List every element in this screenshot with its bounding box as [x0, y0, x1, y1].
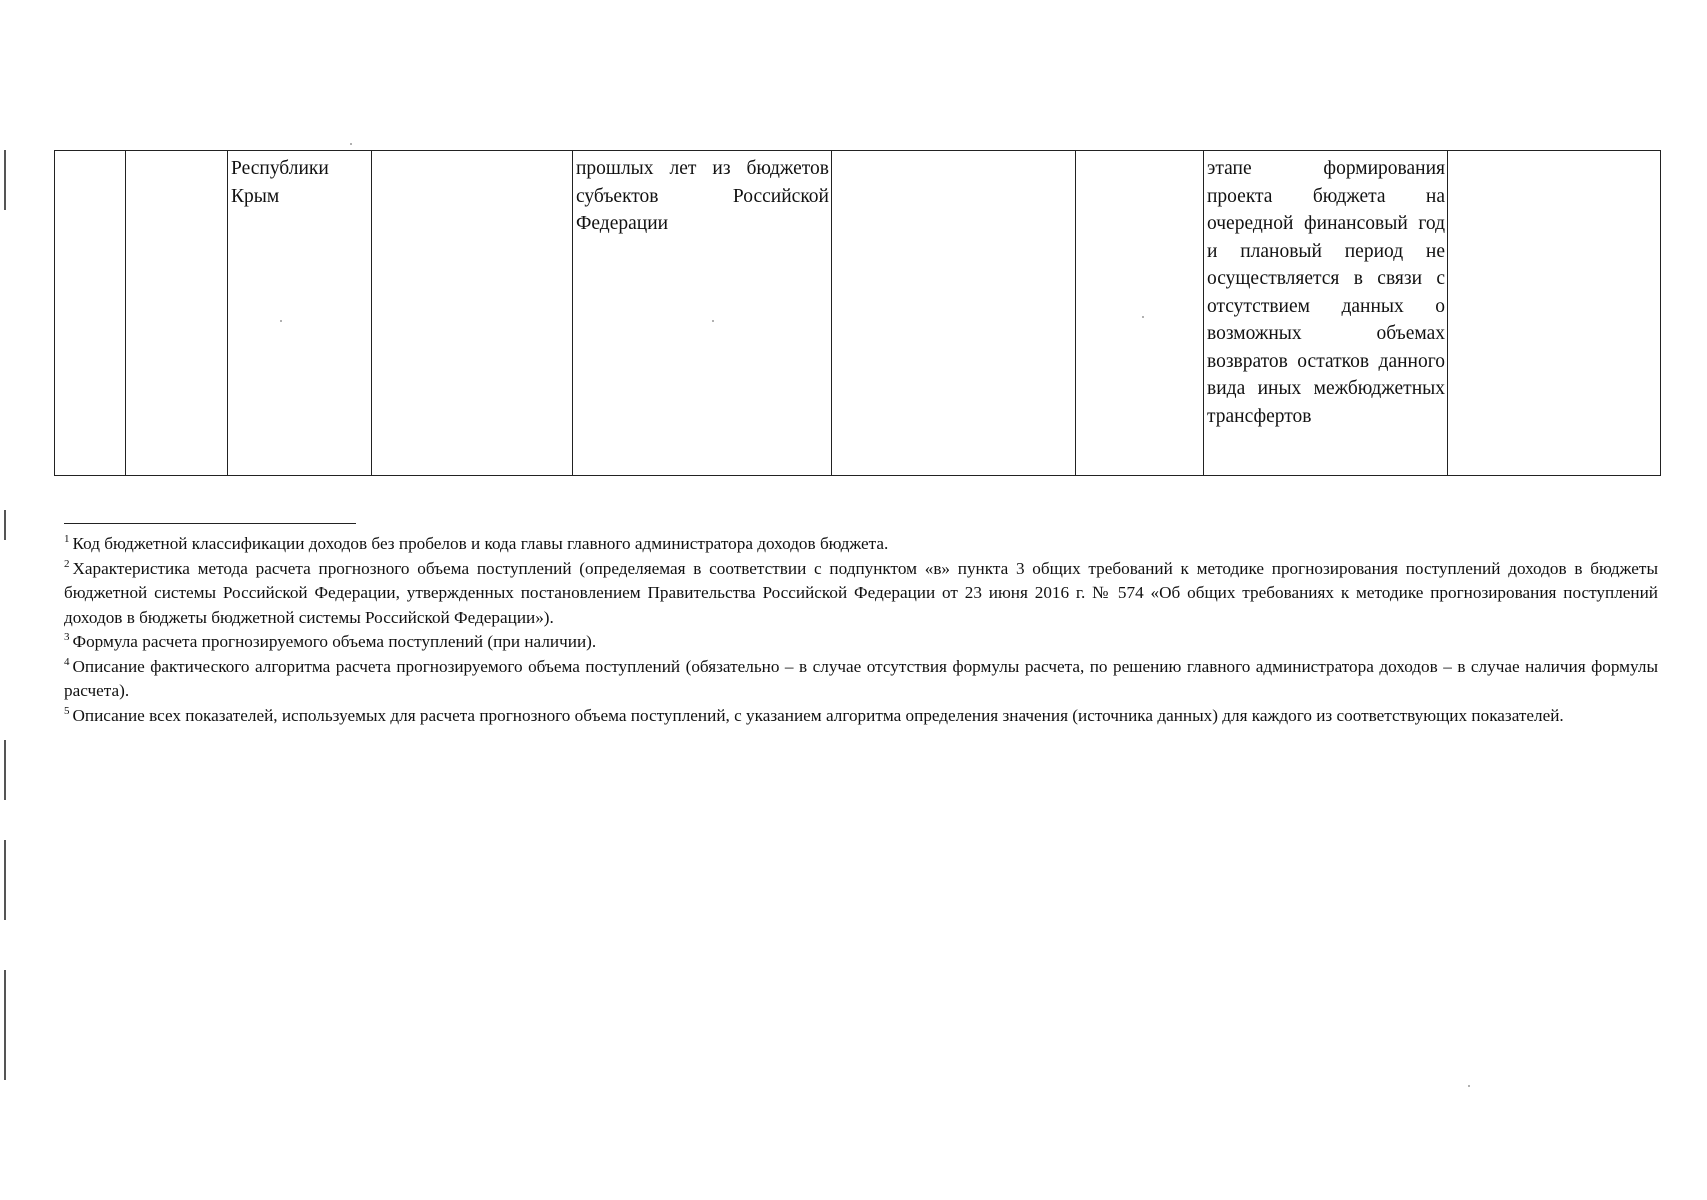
data-table-fragment [54, 150, 1661, 476]
table-cell [1448, 151, 1661, 476]
footnote-text: Формула расчета прогнозируемого объема поступлений (при наличии). [72, 632, 597, 651]
table-cell [832, 151, 1076, 476]
footnote-marker: 4 [64, 655, 70, 668]
footnote-2 [64, 557, 1658, 631]
footnote-marker: 2 [64, 557, 70, 570]
scan-edge-line [4, 510, 6, 540]
footnotes [64, 532, 1658, 728]
footnote-5 [64, 704, 1658, 729]
footnote-marker: 3 [64, 631, 70, 644]
scan-edge-line [4, 970, 6, 1080]
footnote-text: Код бюджетной классификации доходов без пробелов и кода главы главного администратора доходов бюджета. [72, 534, 889, 553]
table-cell [372, 151, 573, 476]
table-cell-income-name: прошлых лет из бюджетов субъектов Российской Федерации [573, 151, 832, 476]
footnote-marker: 5 [64, 704, 70, 717]
scan-edge-line [4, 740, 6, 800]
footnote-text: Характеристика метода расчета прогнозного объема поступлений (определяемая в соответствии с подпунктом «в» пункта 3 общих требований к методике прогнозирования поступлений доходов в бюджеты бюджетной системы Российской Федерации, утвержденных постановлением Правительства Российской Федерации от 23 июня 2016 г. № 574 «Об общих требованиях к методике прогнозирования поступлений доходов в бюджеты бюджетной системы Российской Федерации»). [64, 558, 1658, 627]
footnote-text: Описание всех показателей, используемых для расчета прогнозного объема поступлений, с указанием алгоритма определения значения (источника данных) для каждого из соответствующих показателей. [72, 705, 1564, 725]
footnote-separator [64, 523, 356, 524]
footnote-marker: 1 [64, 533, 70, 546]
scan-edge-line [4, 150, 6, 210]
footnote-4 [64, 655, 1658, 704]
table-cell [126, 151, 228, 476]
footnote-text: Описание фактического алгоритма расчета прогнозируемого объема поступлений (обязательно – в случае отсутствия формулы расчета, по решению главного администратора доходов – в случае наличия формулы расчета). [64, 656, 1658, 700]
scan-speck [1468, 1085, 1470, 1087]
table-cell-comment: этапе формирования проекта бюджета на очередной финансовый год и плановый период не осуществляется в связи с отсутствием данных о возможных объемах возвратов остатков данного вида иных межбюджетных трансфертов [1204, 151, 1448, 476]
table-cell [55, 151, 126, 476]
scan-edge-line [4, 840, 6, 920]
scan-speck [350, 143, 352, 145]
footnote-1 [64, 532, 1658, 557]
table-row [55, 151, 1661, 476]
table-cell [1076, 151, 1204, 476]
table-cell-region: Республики Крым [228, 151, 372, 476]
footnote-3 [64, 630, 1658, 655]
